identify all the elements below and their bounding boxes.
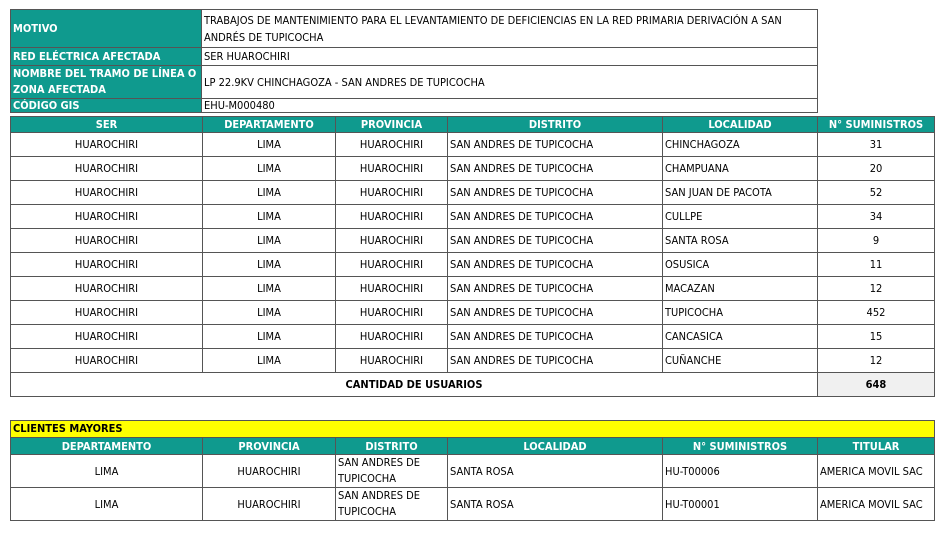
clients-header-row (11, 438, 935, 455)
table-cell: LIMA (203, 181, 336, 205)
info-row-red (11, 48, 818, 66)
clients-title: CLIENTES MAYORES (11, 421, 935, 438)
table-cell: SAN ANDRES DE TUPICOCHA (336, 488, 448, 521)
table-cell: 52 (818, 181, 935, 205)
table-cell: HUAROCHIRI (11, 253, 203, 277)
table-row (11, 277, 935, 301)
table-cell: HUAROCHIRI (11, 229, 203, 253)
table-cell: 452 (818, 301, 935, 325)
table-cell: SANTA ROSA (663, 229, 818, 253)
table-cell: HUAROCHIRI (11, 205, 203, 229)
gis-label: CÓDIGO GIS (11, 99, 202, 113)
table-cell: CANCASICA (663, 325, 818, 349)
table-cell: LIMA (203, 253, 336, 277)
table-header-row (11, 117, 935, 133)
table-cell: MACAZAN (663, 277, 818, 301)
total-value: 648 (818, 373, 935, 397)
table-cell: HUAROCHIRI (336, 325, 448, 349)
col-header: PROVINCIA (336, 117, 448, 133)
table-row (11, 488, 935, 521)
table-row (11, 455, 935, 488)
table-cell: 20 (818, 157, 935, 181)
gis-value: EHU-M000480 (202, 99, 818, 113)
table-cell: LIMA (203, 205, 336, 229)
motivo-label: MOTIVO (11, 10, 202, 48)
table-cell: AMERICA MOVIL SAC (818, 488, 935, 521)
table-row (11, 253, 935, 277)
table-cell: HUAROCHIRI (336, 205, 448, 229)
col-header: LOCALIDAD (448, 438, 663, 455)
table-cell: LIMA (203, 301, 336, 325)
table-cell: HUAROCHIRI (336, 157, 448, 181)
table-cell: HUAROCHIRI (11, 181, 203, 205)
suministros-table (10, 116, 935, 397)
table-row (11, 157, 935, 181)
total-row (11, 373, 935, 397)
tramo-label: NOMBRE DEL TRAMO DE LÍNEA O ZONA AFECTADA (11, 66, 202, 99)
table-cell: HUAROCHIRI (11, 133, 203, 157)
col-header: DEPARTAMENTO (203, 117, 336, 133)
table-cell: HUAROCHIRI (11, 349, 203, 373)
table-cell: OSUSICA (663, 253, 818, 277)
table-cell: HUAROCHIRI (336, 349, 448, 373)
table-cell: SAN ANDRES DE TUPICOCHA (448, 349, 663, 373)
table-cell: 15 (818, 325, 935, 349)
table-row (11, 181, 935, 205)
table-cell: 12 (818, 349, 935, 373)
table-cell: HU-T00006 (663, 455, 818, 488)
table-cell: HUAROCHIRI (336, 277, 448, 301)
table-row (11, 301, 935, 325)
table-cell: SAN ANDRES DE TUPICOCHA (448, 325, 663, 349)
table-cell: CHAMPUANA (663, 157, 818, 181)
table-cell: SAN ANDRES DE TUPICOCHA (448, 277, 663, 301)
col-header: SER (11, 117, 203, 133)
table-cell: LIMA (203, 349, 336, 373)
table-cell: HUAROCHIRI (11, 301, 203, 325)
table-cell: LIMA (203, 133, 336, 157)
table-cell: LIMA (203, 277, 336, 301)
table-cell: HUAROCHIRI (11, 277, 203, 301)
info-row-tramo (11, 66, 818, 99)
table-cell: HU-T00001 (663, 488, 818, 521)
table-cell: SAN ANDRES DE TUPICOCHA (448, 301, 663, 325)
col-header: TITULAR (818, 438, 935, 455)
col-header: N° SUMINISTROS (663, 438, 818, 455)
table-cell: SAN ANDRES DE TUPICOCHA (448, 229, 663, 253)
red-label: RED ELÉCTRICA AFECTADA (11, 48, 202, 66)
table-cell: SAN ANDRES DE TUPICOCHA (448, 181, 663, 205)
table-cell: SAN ANDRES DE TUPICOCHA (448, 157, 663, 181)
table-cell: SANTA ROSA (448, 455, 663, 488)
motivo-value: TRABAJOS DE MANTENIMIENTO PARA EL LEVANTAMIENTO DE DEFICIENCIAS EN LA RED PRIMARIA DERIVACIÓN A SAN ANDRÉS DE TUPICOCHA (202, 10, 818, 48)
table-cell: HUAROCHIRI (336, 301, 448, 325)
info-row-gis (11, 99, 818, 113)
total-label: CANTIDAD DE USUARIOS (11, 373, 818, 397)
table-cell: SAN ANDRES DE TUPICOCHA (448, 253, 663, 277)
table-cell: 34 (818, 205, 935, 229)
table-row (11, 133, 935, 157)
col-header: PROVINCIA (203, 438, 336, 455)
table-cell: 9 (818, 229, 935, 253)
clients-title-row (11, 421, 935, 438)
info-row-motivo (11, 10, 818, 48)
table-cell: AMERICA MOVIL SAC (818, 455, 935, 488)
table-cell: TUPICOCHA (663, 301, 818, 325)
col-header: DISTRITO (336, 438, 448, 455)
table-cell: 11 (818, 253, 935, 277)
col-header: DEPARTAMENTO (11, 438, 203, 455)
table-cell: SAN ANDRES DE TUPICOCHA (336, 455, 448, 488)
table-cell: HUAROCHIRI (336, 253, 448, 277)
col-header: DISTRITO (448, 117, 663, 133)
table-cell: LIMA (11, 455, 203, 488)
table-cell: HUAROCHIRI (203, 455, 336, 488)
table-cell: HUAROCHIRI (11, 157, 203, 181)
table-cell: HUAROCHIRI (203, 488, 336, 521)
table-cell: LIMA (203, 229, 336, 253)
table-row (11, 229, 935, 253)
table-row (11, 349, 935, 373)
table-cell: HUAROCHIRI (336, 229, 448, 253)
table-cell: HUAROCHIRI (11, 325, 203, 349)
table-cell: CUÑANCHE (663, 349, 818, 373)
table-row (11, 325, 935, 349)
col-header: LOCALIDAD (663, 117, 818, 133)
col-header: N° SUMINISTROS (818, 117, 935, 133)
table-cell: SAN ANDRES DE TUPICOCHA (448, 205, 663, 229)
table-cell: LIMA (11, 488, 203, 521)
table-cell: HUAROCHIRI (336, 181, 448, 205)
clientes-mayores-table (10, 420, 935, 521)
red-value: SER HUAROCHIRI (202, 48, 818, 66)
table-cell: CHINCHAGOZA (663, 133, 818, 157)
table-row (11, 205, 935, 229)
table-cell: SAN ANDRES DE TUPICOCHA (448, 133, 663, 157)
info-table (10, 9, 818, 113)
table-cell: LIMA (203, 157, 336, 181)
table-cell: HUAROCHIRI (336, 133, 448, 157)
table-cell: SANTA ROSA (448, 488, 663, 521)
tramo-value: LP 22.9KV CHINCHAGOZA - SAN ANDRES DE TUPICOCHA (202, 66, 818, 99)
table-cell: 31 (818, 133, 935, 157)
table-cell: LIMA (203, 325, 336, 349)
table-cell: SAN JUAN DE PACOTA (663, 181, 818, 205)
table-cell: 12 (818, 277, 935, 301)
table-cell: CULLPE (663, 205, 818, 229)
